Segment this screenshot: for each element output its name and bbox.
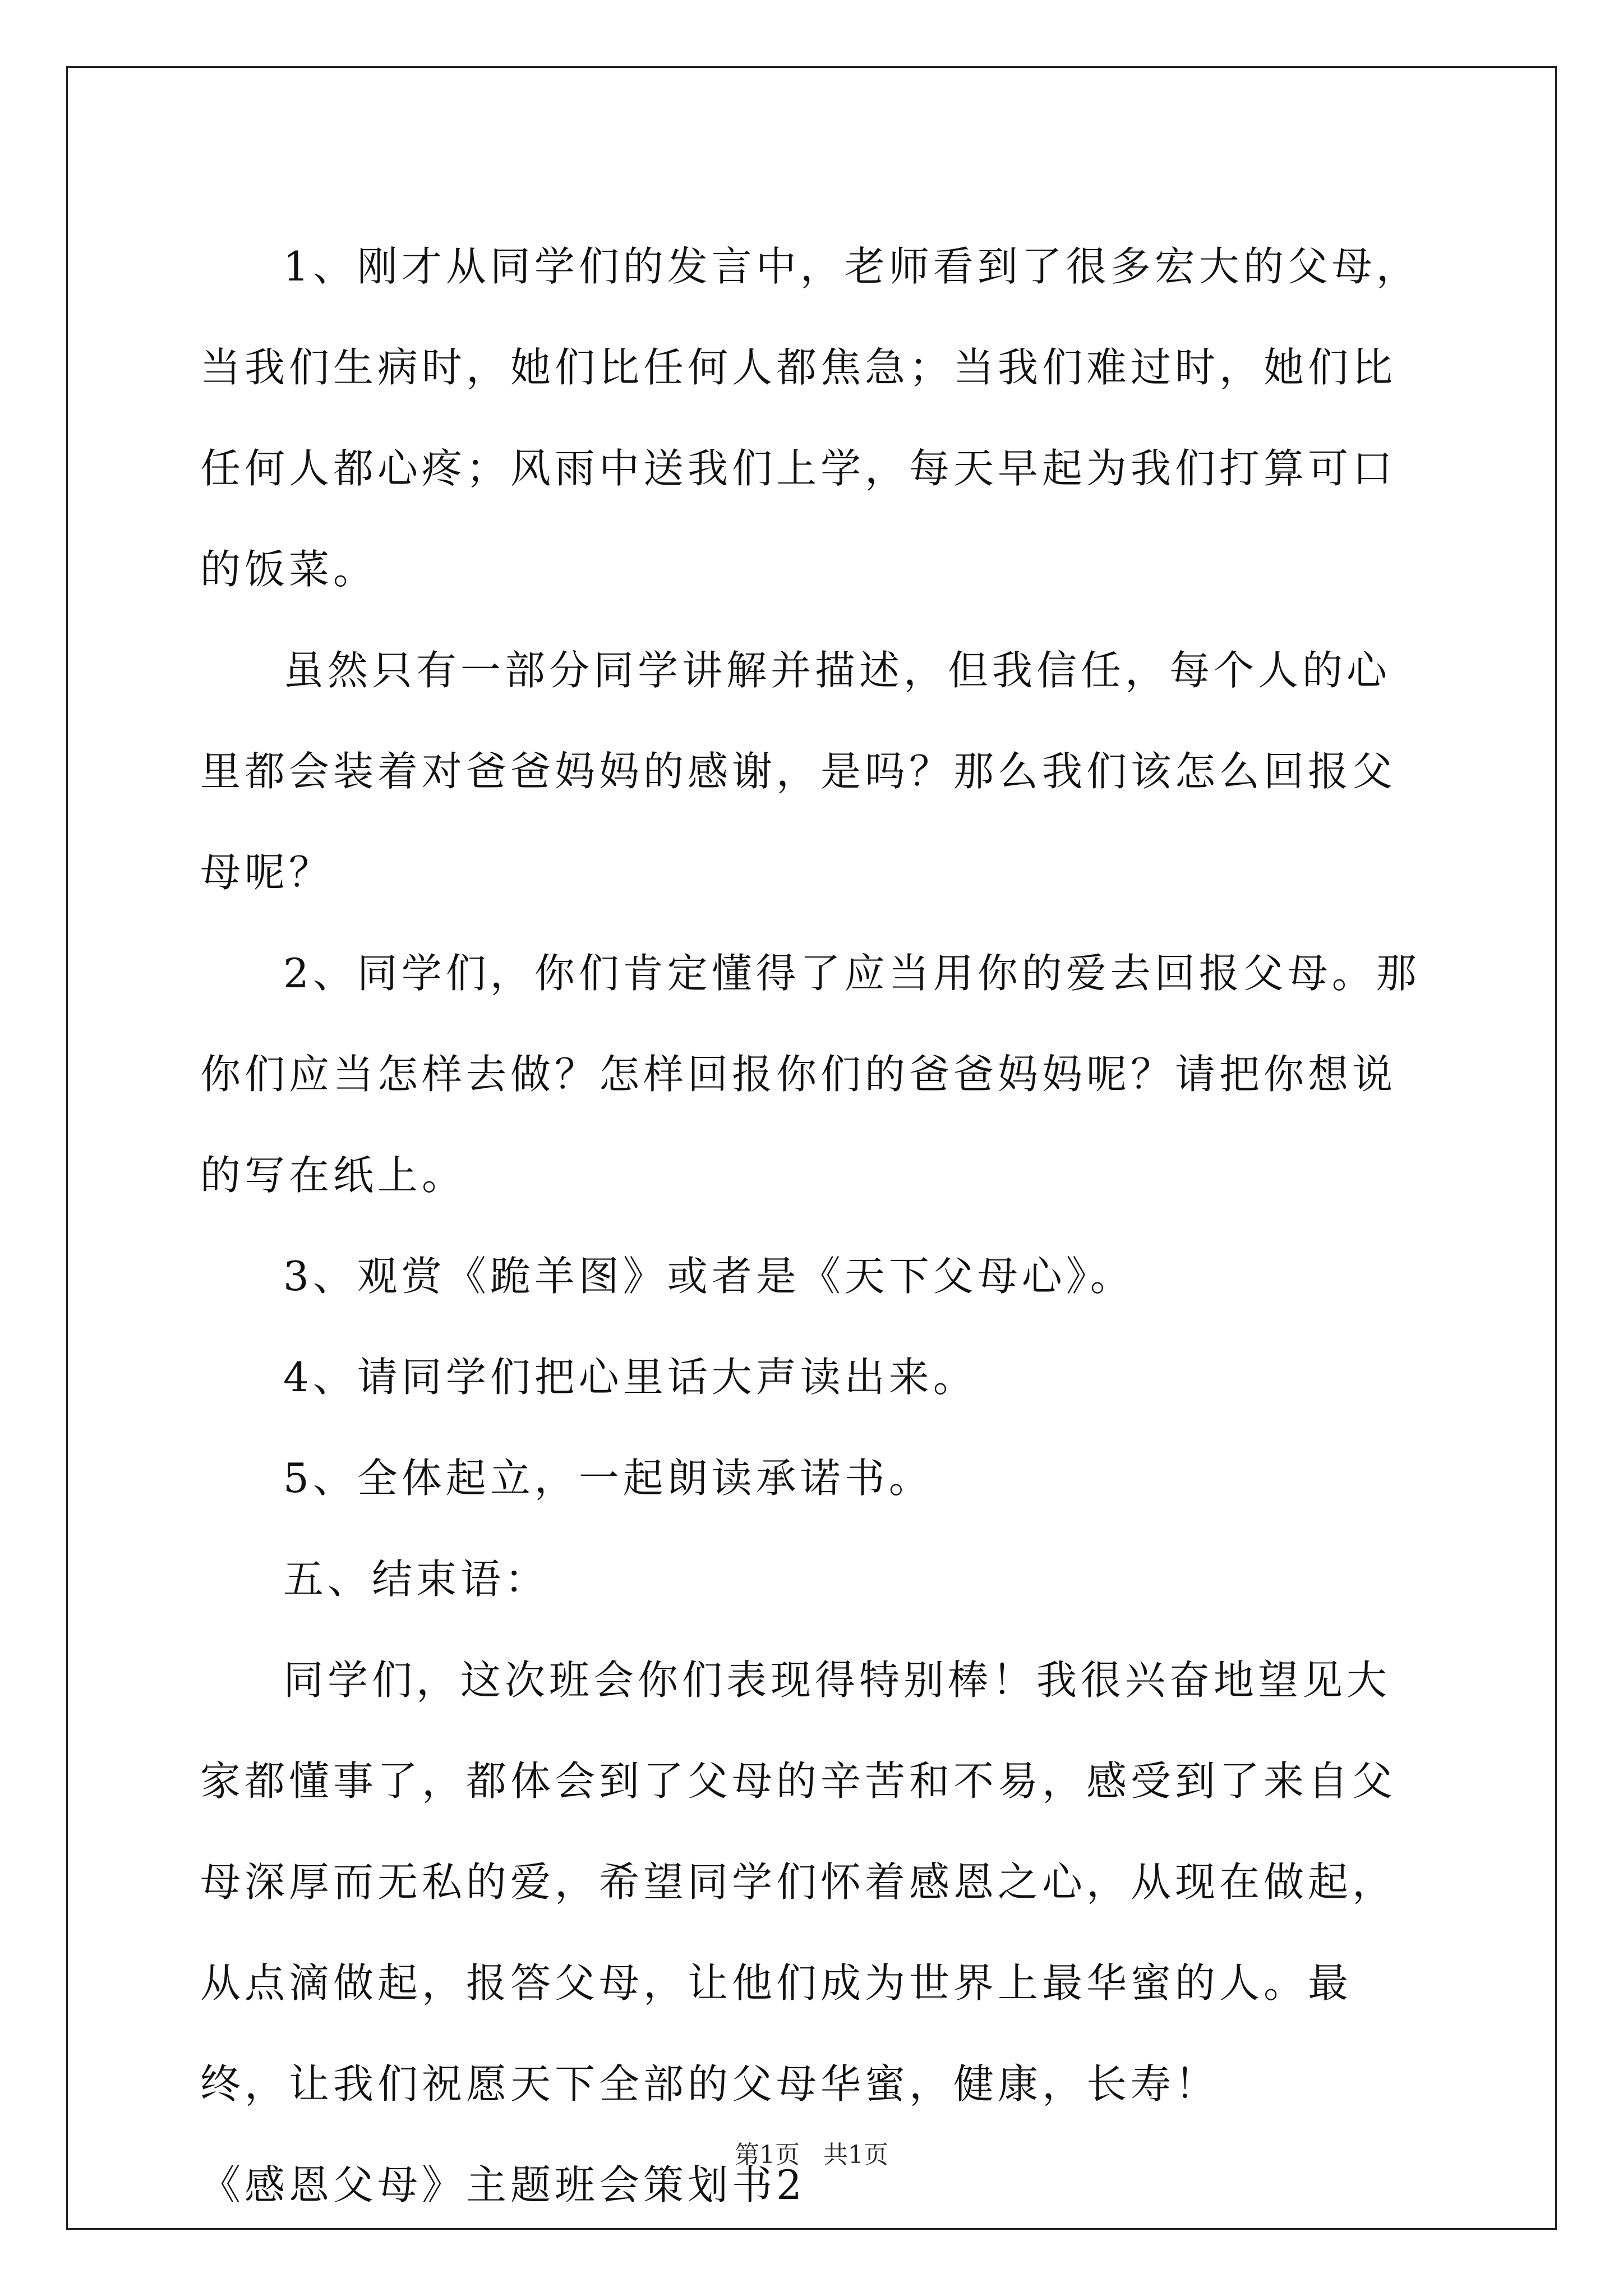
closing-heading: 五、结束语：	[283, 1556, 550, 1603]
section-title: 《感恩父母》主题班会策划书2	[200, 2161, 806, 2208]
page-total: 共1页	[823, 2141, 888, 2169]
paragraph-1: 1、刚才从同学们的发言中，老师看到了很多宏大的父母，当我们生病时，她们比任何人都焦急；当我们难过时，她们比任何人都心疼；风雨中送我们上学，每天早起为我们打算可口的饭菜。	[200, 243, 1421, 593]
page-number: 第1页	[735, 2141, 800, 2169]
paragraph-6: 5、全体起立，一起朗读承诺书。	[283, 1455, 933, 1502]
paragraph-2: 虽然只有一部分同学讲解并描述，但我信任，每个人的心里都会装着对爸爸妈妈的感谢，是吗？那么我们该怎么回报父母呢？	[200, 647, 1397, 896]
page-footer	[0, 2138, 1623, 2172]
paragraph-5: 4、请同学们把心里话大声读出来。	[283, 1354, 978, 1401]
paragraph-4: 3、观赏《跪羊图》或者是《天下父母心》。	[283, 1253, 1135, 1300]
document-body	[200, 216, 1423, 2235]
closing-paragraph: 同学们，这次班会你们表现得特别棒！我很兴奋地望见大家都懂事了，都体会到了父母的辛苦和不易，感受到了来自父母深厚而无私的爱，希望同学们怀着感恩之心，从现在做起，从点滴做起，报答父母，让他们成为世界上最华蜜的人。最终，让我们祝愿天下全部的父母华蜜，健康，长寿！	[200, 1657, 1397, 2108]
paragraph-3: 2、同学们，你们肯定懂得了应当用你的爱去回报父母。那你们应当怎样去做？怎样回报你们的爸爸妈妈呢？请把你想说的写在纸上。	[200, 950, 1421, 1199]
